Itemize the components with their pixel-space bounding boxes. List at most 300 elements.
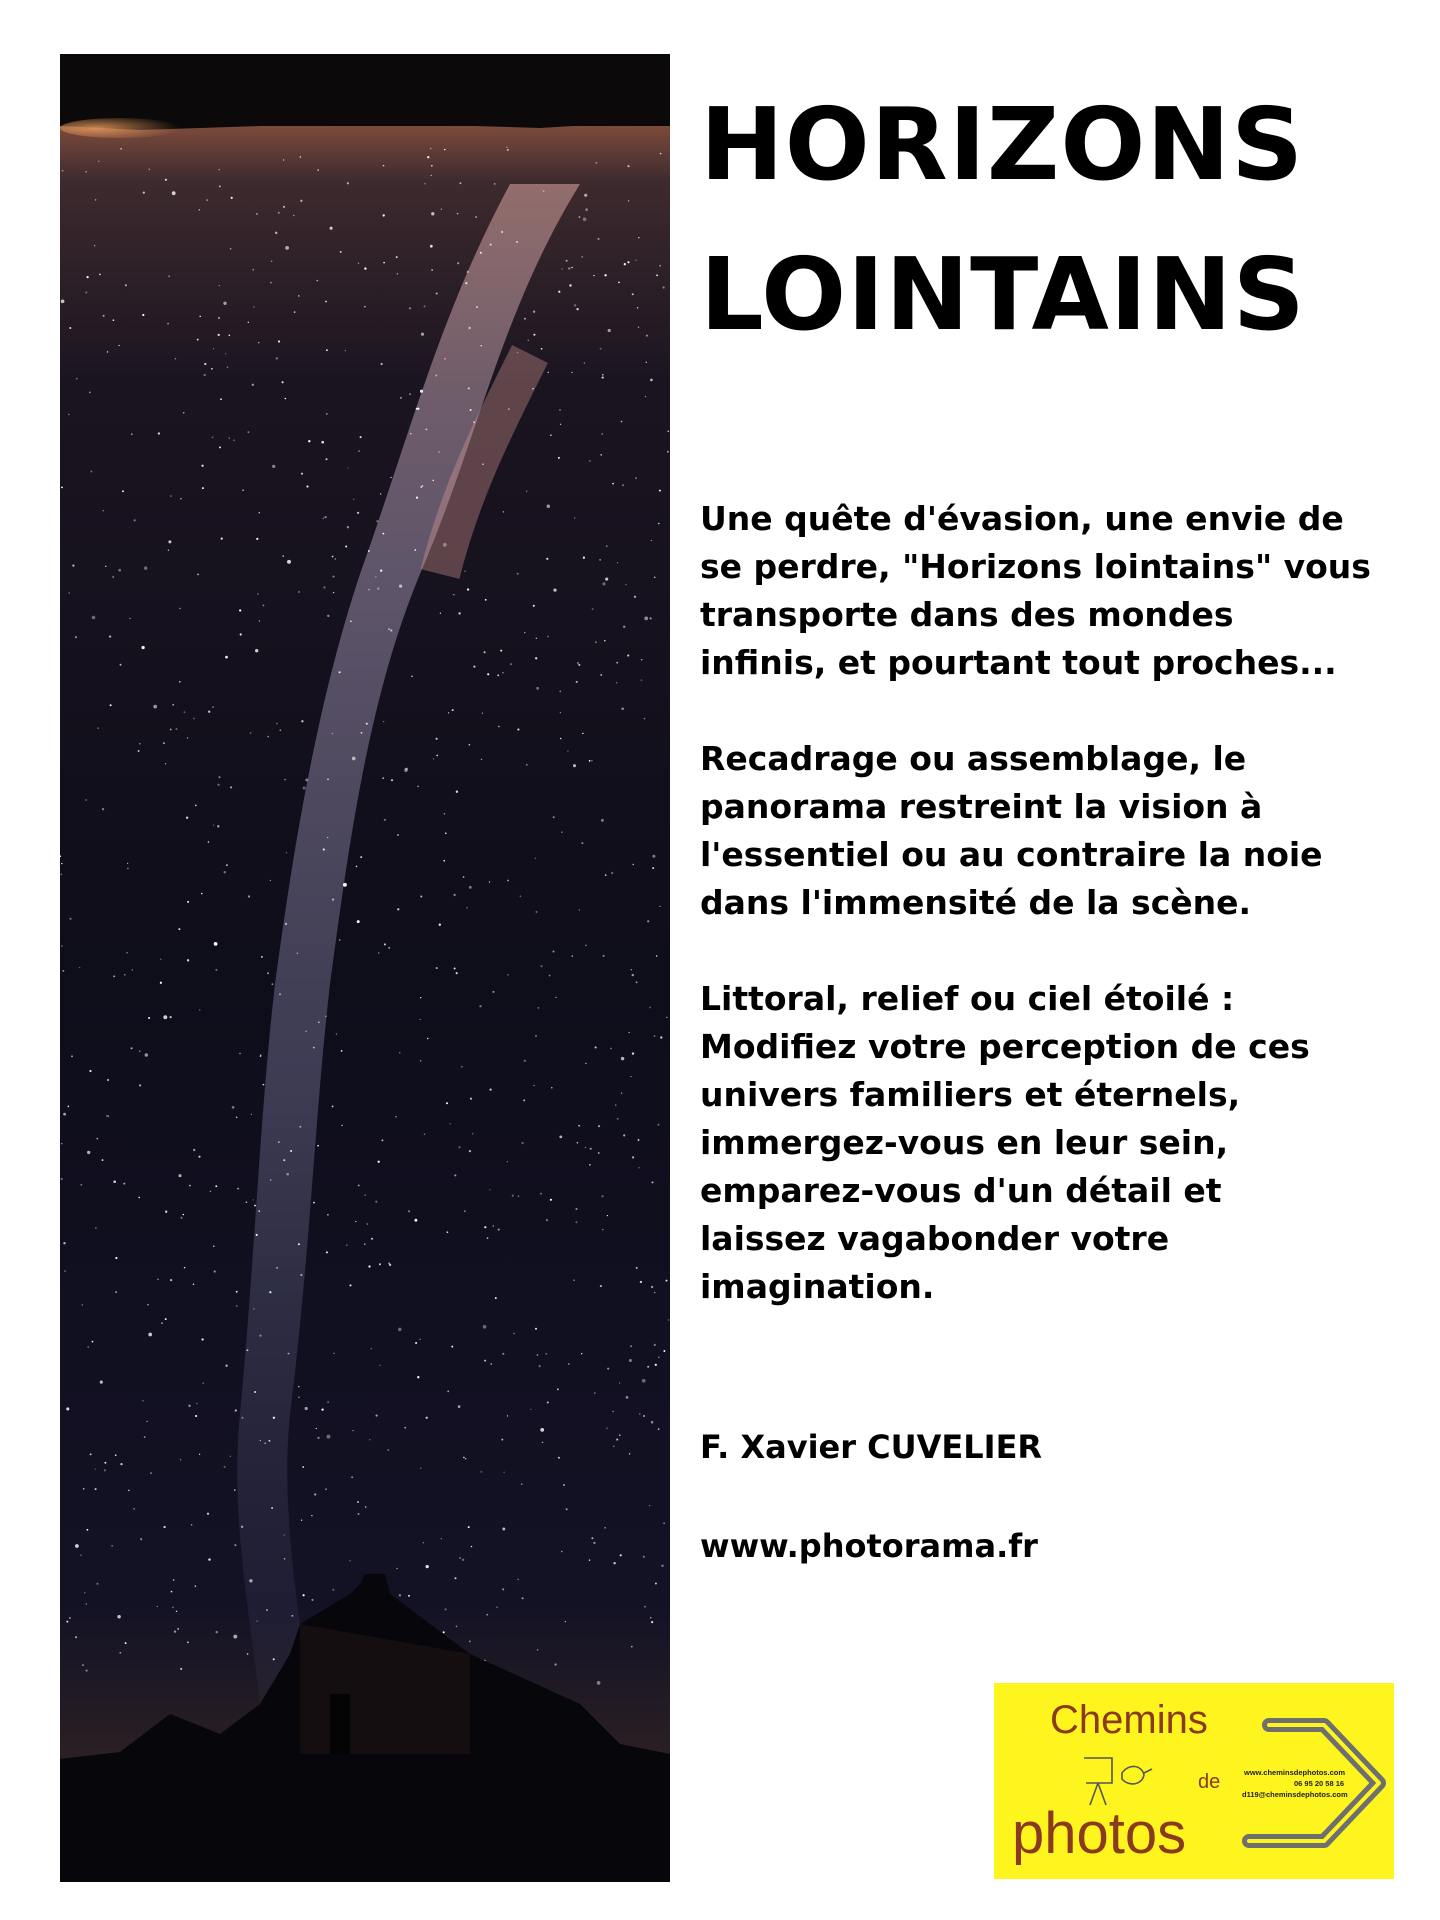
star: [90, 1453, 92, 1455]
star: [333, 592, 334, 593]
star: [456, 1626, 458, 1628]
star: [252, 384, 254, 386]
star: [623, 626, 625, 628]
milky-way-photo: [60, 54, 670, 1882]
star: [120, 1463, 122, 1465]
star: [484, 651, 486, 653]
star: [235, 1409, 237, 1411]
star: [232, 1106, 235, 1109]
star: [94, 245, 95, 246]
star: [545, 1353, 547, 1355]
star: [327, 1401, 329, 1403]
star: [668, 1319, 669, 1320]
star: [390, 629, 392, 631]
star: [439, 924, 441, 926]
star: [480, 345, 481, 346]
star: [483, 1325, 487, 1329]
star: [600, 348, 602, 350]
star: [566, 260, 568, 262]
star: [560, 738, 562, 740]
star: [336, 1033, 337, 1034]
star: [524, 318, 526, 320]
star: [567, 750, 568, 751]
star: [462, 1559, 464, 1561]
star: [90, 471, 92, 473]
star: [443, 543, 447, 547]
star: [553, 816, 555, 818]
star: [522, 1597, 524, 1599]
star: [641, 679, 643, 681]
star: [255, 649, 258, 652]
star: [276, 1267, 278, 1269]
star: [383, 262, 385, 264]
star: [383, 214, 385, 216]
star: [230, 786, 232, 788]
star: [198, 1156, 200, 1158]
star: [257, 593, 258, 594]
star: [606, 545, 608, 547]
star: [536, 687, 539, 690]
star: [195, 1415, 197, 1417]
star: [197, 339, 199, 341]
star: [266, 1609, 268, 1611]
star: [621, 707, 624, 710]
star: [254, 1205, 256, 1207]
star: [316, 1428, 317, 1429]
star: [517, 728, 519, 730]
star: [360, 436, 362, 438]
star: [105, 566, 106, 567]
star: [420, 1060, 422, 1062]
star: [411, 675, 413, 677]
star: [574, 517, 575, 518]
star: [215, 1185, 217, 1187]
star: [561, 1551, 562, 1552]
star: [585, 945, 587, 947]
star: [286, 1173, 289, 1176]
star: [187, 1641, 189, 1643]
star: [153, 705, 157, 709]
star: [636, 1267, 638, 1269]
star: [607, 1215, 608, 1216]
star: [201, 465, 203, 467]
star: [279, 993, 281, 995]
star: [139, 743, 140, 744]
star: [621, 1057, 624, 1060]
star: [490, 243, 492, 245]
star: [332, 576, 334, 578]
star: [660, 1036, 662, 1038]
star: [449, 1123, 450, 1124]
star: [433, 758, 434, 759]
star: [127, 868, 129, 870]
star: [585, 208, 588, 211]
star: [305, 778, 308, 781]
star: [459, 182, 461, 184]
star: [86, 276, 88, 278]
star: [425, 429, 427, 431]
star: [278, 340, 280, 342]
star: [83, 1488, 85, 1490]
star: [468, 387, 470, 389]
star: [600, 454, 601, 455]
star: [142, 314, 144, 316]
star: [431, 212, 434, 215]
star: [325, 1488, 327, 1490]
star: [540, 1193, 542, 1195]
star: [204, 374, 206, 376]
star: [172, 1606, 174, 1608]
star: [140, 1538, 142, 1540]
star: [176, 1611, 177, 1612]
star: [454, 968, 456, 970]
star: [650, 1617, 651, 1618]
star: [323, 848, 325, 850]
star: [334, 558, 336, 560]
star: [82, 1304, 84, 1306]
star: [459, 1557, 460, 1558]
star: [358, 263, 359, 264]
star: [667, 430, 669, 432]
star: [652, 867, 654, 869]
star: [396, 256, 398, 258]
star: [469, 744, 471, 746]
star: [535, 657, 537, 659]
star: [579, 909, 581, 911]
star: [132, 969, 134, 971]
star: [127, 863, 128, 864]
star: [507, 880, 509, 882]
star: [170, 1016, 172, 1018]
star: [327, 779, 329, 781]
star: [537, 1354, 539, 1356]
star: [517, 1579, 518, 1580]
star: [444, 149, 445, 150]
star: [349, 1560, 350, 1561]
star: [414, 1219, 417, 1222]
star: [234, 1544, 236, 1546]
star: [627, 165, 629, 167]
star: [658, 523, 660, 525]
star: [383, 165, 385, 167]
star: [176, 728, 178, 730]
star: [388, 1262, 390, 1264]
star: [225, 353, 226, 354]
star: [118, 569, 121, 572]
star: [61, 945, 63, 947]
star: [219, 169, 220, 170]
star: [95, 1468, 96, 1469]
star: [221, 538, 223, 540]
star: [208, 1558, 210, 1560]
star: [424, 1133, 425, 1134]
star: [183, 1214, 185, 1216]
star: [446, 1102, 448, 1104]
star: [589, 1164, 591, 1166]
star: [632, 1052, 634, 1054]
star: [330, 227, 333, 230]
star: [617, 1118, 619, 1120]
star: [104, 1469, 106, 1471]
star: [536, 911, 538, 913]
star: [165, 179, 167, 181]
star: [620, 1554, 622, 1556]
star: [96, 1138, 98, 1140]
star: [273, 1417, 275, 1419]
star: [520, 895, 522, 897]
star: [271, 1507, 273, 1509]
star: [487, 673, 489, 675]
star: [327, 837, 328, 838]
star: [332, 733, 334, 735]
star: [445, 1608, 447, 1610]
star: [604, 274, 606, 276]
star: [639, 1413, 641, 1415]
star: [170, 1279, 172, 1281]
star: [218, 334, 220, 336]
star: [183, 412, 185, 414]
star: [188, 1405, 190, 1407]
star: [128, 1490, 130, 1492]
star: [466, 907, 468, 909]
star: [317, 1437, 319, 1439]
star: [272, 465, 275, 468]
star: [111, 1545, 112, 1546]
star: [199, 1454, 200, 1455]
star: [634, 596, 636, 598]
star: [507, 1415, 508, 1416]
star: [506, 147, 507, 148]
star: [148, 1017, 150, 1019]
star: [485, 599, 487, 601]
star: [85, 291, 87, 293]
star: [422, 485, 424, 487]
star: [635, 260, 636, 261]
star: [107, 351, 109, 353]
star: [535, 1328, 537, 1330]
star: [667, 451, 669, 453]
star: [298, 1397, 300, 1399]
website-link[interactable]: www.photorama.fr: [700, 1527, 1038, 1565]
star: [66, 1621, 68, 1623]
star: [225, 1365, 227, 1367]
star: [195, 1585, 196, 1586]
star: [661, 1565, 663, 1567]
star: [471, 1546, 473, 1548]
star: [555, 997, 556, 998]
star: [103, 510, 104, 511]
star: [288, 1353, 290, 1355]
star: [646, 335, 648, 337]
logo-word-de: de: [1198, 1771, 1221, 1793]
star: [380, 363, 382, 365]
star: [126, 952, 127, 953]
star: [168, 540, 171, 543]
star: [638, 237, 640, 239]
star: [345, 350, 347, 352]
star: [636, 981, 638, 983]
star: [125, 284, 127, 286]
star: [397, 908, 399, 910]
star: [404, 1427, 406, 1429]
star: [550, 434, 551, 435]
star: [601, 1195, 603, 1197]
star: [178, 1174, 181, 1177]
star: [323, 586, 325, 588]
star: [239, 609, 241, 611]
star: [484, 1226, 486, 1228]
star: [87, 1346, 89, 1348]
star: [173, 1579, 175, 1581]
star: [250, 732, 252, 734]
star: [318, 1021, 320, 1023]
star: [616, 1439, 618, 1441]
star: [655, 1582, 657, 1584]
star: [284, 1558, 286, 1560]
star: [291, 1615, 293, 1617]
star: [181, 1217, 183, 1219]
star: [113, 1180, 116, 1183]
star: [256, 538, 258, 540]
star: [445, 832, 447, 834]
star: [76, 378, 78, 380]
star: [360, 856, 362, 858]
star: [384, 943, 386, 945]
star: [118, 345, 119, 346]
star: [457, 262, 459, 264]
star: [120, 148, 122, 150]
star: [408, 1595, 410, 1597]
star: [470, 409, 472, 411]
star: [571, 955, 573, 957]
star: [651, 540, 652, 541]
star: [542, 1442, 544, 1444]
star: [357, 512, 359, 514]
star: [204, 363, 206, 365]
star: [443, 860, 445, 862]
star: [569, 284, 571, 286]
star: [547, 1401, 549, 1403]
star: [122, 490, 124, 492]
star: [643, 1556, 645, 1558]
star: [141, 646, 144, 649]
star: [654, 576, 656, 578]
star: [458, 1405, 461, 1408]
star: [201, 1338, 203, 1340]
star: [143, 191, 145, 193]
chemins-de-photos-logo: [994, 1683, 1394, 1879]
star: [158, 432, 160, 434]
star: [219, 285, 220, 286]
star: [651, 1421, 654, 1424]
star: [559, 690, 561, 692]
star: [381, 1139, 383, 1141]
star: [282, 555, 284, 557]
logo-word-chemins: Chemins: [1050, 1698, 1208, 1742]
star: [638, 1167, 639, 1168]
star: [147, 1421, 148, 1422]
star: [397, 273, 398, 274]
star: [207, 1513, 209, 1515]
star: [267, 736, 269, 738]
star: [109, 635, 111, 637]
star: [622, 484, 624, 486]
star: [473, 421, 475, 423]
star: [643, 1415, 645, 1417]
star: [647, 920, 649, 922]
star: [202, 487, 204, 489]
star: [489, 881, 490, 882]
star: [391, 779, 393, 781]
star: [619, 1382, 620, 1383]
star: [297, 953, 299, 955]
star: [326, 413, 327, 414]
star: [524, 632, 525, 633]
star: [533, 1085, 534, 1086]
star: [602, 1229, 603, 1230]
star: [399, 584, 402, 587]
star: [656, 274, 658, 276]
star: [284, 1534, 285, 1535]
star: [283, 206, 285, 208]
star: [451, 1346, 453, 1348]
star: [350, 620, 352, 622]
star: [246, 1349, 248, 1351]
star: [659, 265, 661, 267]
star: [382, 777, 384, 779]
star: [229, 335, 231, 337]
star: [246, 1201, 248, 1203]
star: [253, 1199, 254, 1200]
star: [85, 799, 86, 800]
star: [124, 974, 126, 976]
star: [444, 358, 445, 359]
star: [498, 1229, 500, 1231]
star: [80, 1184, 82, 1186]
star: [546, 558, 548, 560]
star: [212, 706, 214, 708]
star: [452, 709, 454, 711]
star: [357, 1501, 359, 1503]
star: [226, 864, 228, 866]
star: [616, 662, 618, 664]
star: [380, 569, 382, 571]
star: [582, 733, 583, 734]
star: [651, 1621, 653, 1623]
star: [208, 841, 210, 843]
star: [349, 1284, 351, 1286]
star: [501, 231, 503, 233]
star: [301, 720, 303, 722]
star: [593, 275, 594, 276]
star: [157, 1278, 159, 1280]
star: [195, 805, 197, 807]
star: [264, 1443, 266, 1445]
title-block: [700, 70, 1400, 370]
star: [85, 171, 86, 172]
star: [351, 1476, 353, 1478]
star: [138, 750, 140, 752]
star: [649, 1505, 650, 1506]
star: [275, 232, 277, 234]
star: [524, 1060, 526, 1062]
star: [95, 199, 96, 200]
star: [339, 671, 341, 673]
star: [469, 1640, 471, 1642]
star: [558, 291, 560, 293]
star: [448, 712, 449, 713]
star: [234, 1489, 235, 1490]
